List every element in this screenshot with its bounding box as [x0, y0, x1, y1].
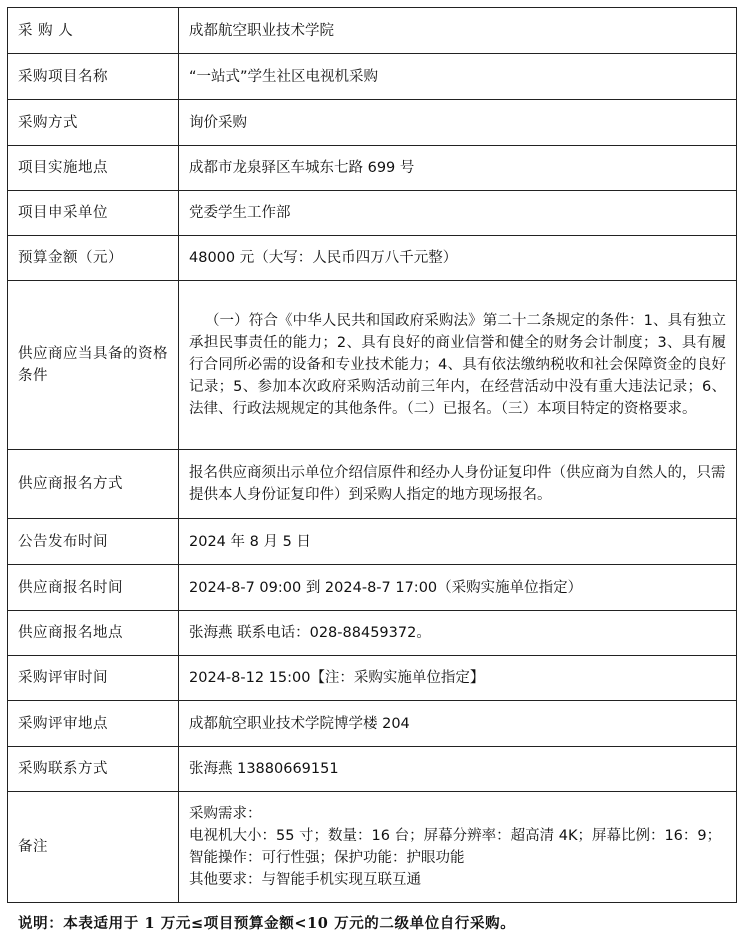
row-value-applicant-unit: 党委学生工作部 [179, 191, 737, 236]
row-label-project-name: 采购项目名称 [8, 54, 179, 100]
row-label-purchaser: 采 购 人 [8, 8, 179, 54]
row-value-qualifications: （一）符合《中华人民共和国政府采购法》第二十二条规定的条件：1、具有独立承担民事责任的能力；2、具有良好的商业信誉和健全的财务会计制度；3、具有履行合同所必需的设备和专业技术能力；4、具有依法缴纳税收和社会保障资金的良好记录；5、参加本次政府采购活动前三年内，在经营活动中没有重大违法记录；6、法律、行政法规规定的其他条件。（二）已报名。（三）本项目特定的资格要求。 [179, 281, 737, 450]
row-label-remarks: 备注 [8, 792, 179, 903]
table-row [8, 100, 737, 146]
row-value-review-time: 2024-8-12 15:00【注：采购实施单位指定】 [179, 656, 737, 701]
row-label-contact: 采购联系方式 [8, 747, 179, 792]
table-row [8, 747, 737, 792]
row-value-registration-place: 张海燕 联系电话：028-88459372。 [179, 611, 737, 656]
row-label-registration-place: 供应商报名地点 [8, 611, 179, 656]
row-label-registration-time: 供应商报名时间 [8, 565, 179, 611]
row-label-applicant-unit: 项目申采单位 [8, 191, 179, 236]
row-label-method: 采购方式 [8, 100, 179, 146]
row-value-purchaser: 成都航空职业技术学院 [179, 8, 737, 54]
remarks-line: 其他要求：与智能手机实现互联互通 [189, 872, 421, 888]
row-value-publish-time: 2024 年 8 月 5 日 [179, 519, 737, 565]
row-label-qualifications: 供应商应当具备的资格条件 [8, 281, 179, 450]
row-label-location: 项目实施地点 [8, 146, 179, 191]
table-row [8, 236, 737, 281]
row-value-contact: 张海燕 13880669151 [179, 747, 737, 792]
row-value-registration-time: 2024-8-7 09:00 到 2024-8-7 17:00（采购实施单位指定） [179, 565, 737, 611]
row-value-review-place: 成都航空职业技术学院博学楼 204 [179, 701, 737, 747]
table-row [8, 701, 737, 747]
table-row [8, 191, 737, 236]
table-row [8, 656, 737, 701]
table-row [8, 281, 737, 450]
row-label-budget: 预算金额（元） [8, 236, 179, 281]
table-row [8, 54, 737, 100]
remarks-line: 电视机大小：55 寸；数量：16 台；屏幕分辨率：超高清 4K；屏幕比例：16：9；智能操作：可行性强；保护功能：护眼功能 [189, 828, 722, 866]
remarks-line: 采购需求： [189, 806, 262, 822]
row-value-project-name: “一站式”学生社区电视机采购 [179, 54, 737, 100]
footnote: 说明：本表适用于 1 万元≤项目预算金额<10 万元的二级单位自行采购。 [18, 915, 516, 932]
table-row [8, 8, 737, 54]
row-value-registration-method: 报名供应商须出示单位介绍信原件和经办人身份证复印件（供应商为自然人的，只需提供本人身份证复印件）到采购人指定的地方现场报名。 [179, 450, 737, 519]
row-label-publish-time: 公告发布时间 [8, 519, 179, 565]
row-label-registration-method: 供应商报名方式 [8, 450, 179, 519]
table-row [8, 565, 737, 611]
row-value-remarks [179, 792, 737, 903]
row-value-location: 成都市龙泉驿区车城东七路 699 号 [179, 146, 737, 191]
row-label-review-time: 采购评审时间 [8, 656, 179, 701]
procurement-table [7, 7, 737, 903]
table-row [8, 519, 737, 565]
table-row [8, 146, 737, 191]
row-value-method: 询价采购 [179, 100, 737, 146]
table-row [8, 450, 737, 519]
table-row [8, 792, 737, 903]
row-label-review-place: 采购评审地点 [8, 701, 179, 747]
table-row [8, 611, 737, 656]
row-value-budget: 48000 元（大写：人民币四万八千元整） [179, 236, 737, 281]
